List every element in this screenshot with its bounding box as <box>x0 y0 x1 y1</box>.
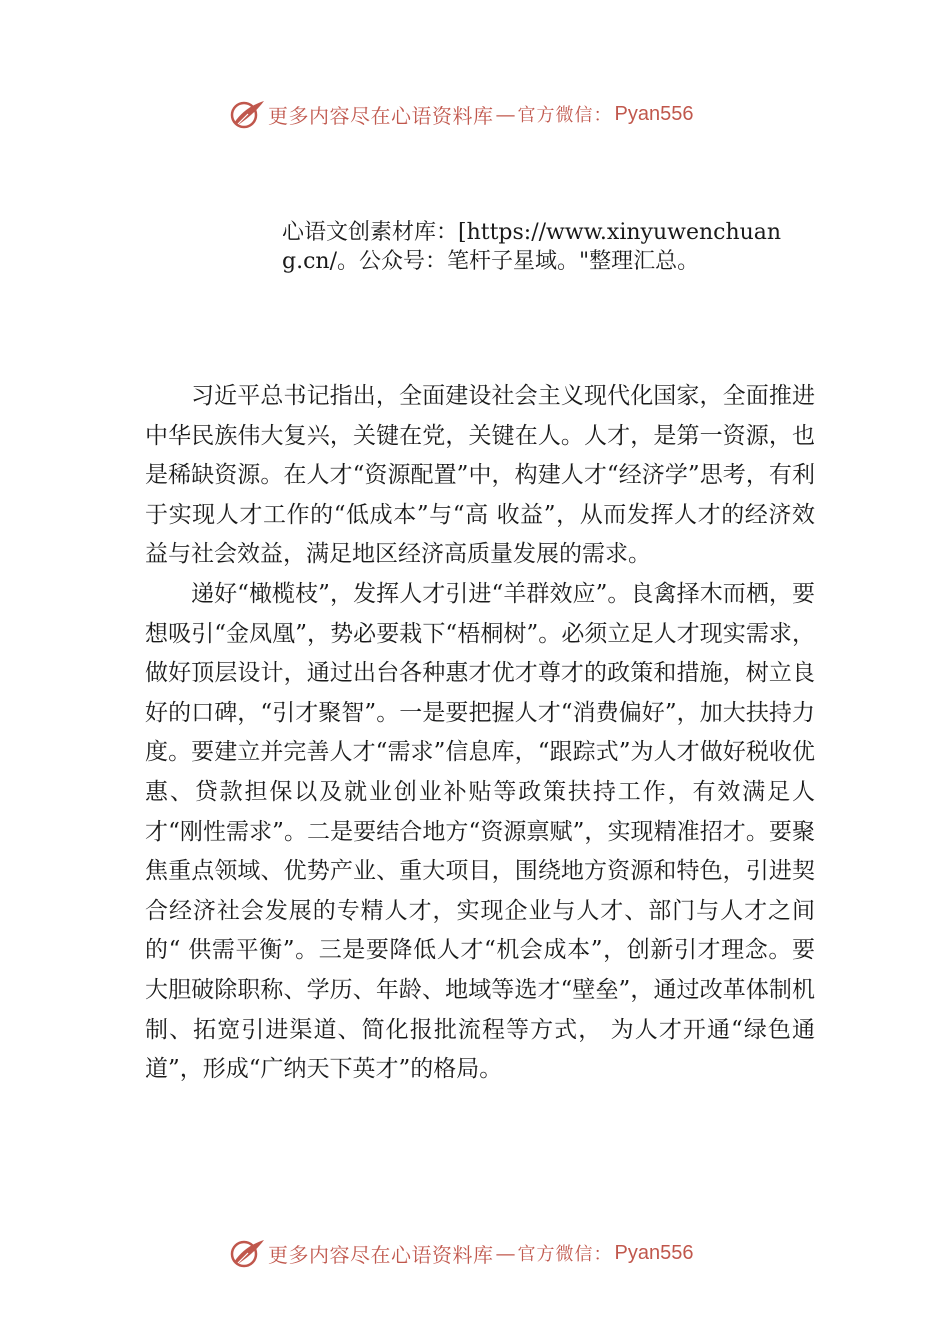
banner-separator: — <box>495 102 516 126</box>
footer-banner <box>228 1235 728 1271</box>
banner-wechat-label: 官方微信： <box>517 1244 613 1265</box>
feather-pen-icon <box>228 97 268 131</box>
article-body <box>145 377 815 1090</box>
banner-text: 更多内容尽在心语资料库 <box>268 1242 494 1267</box>
banner-wechat-id: Pyan556 <box>614 1241 694 1264</box>
header-banner <box>228 96 728 132</box>
banner-separator: — <box>495 1241 516 1265</box>
article-paragraph: 习近平总书记指出，全面建设社会主义现代化国家，全面推进中华民族伟大复兴，关键在党，关键在人。人才，是第一资源，也是稀缺资源。在人才“资源配置”中，构建人才“经济学”思考，有利于实现人才工作的“低成本”与“高 收益”，从而发挥人才的经济效益与社会效益，满足地区经济高质量发展的需求。 <box>145 383 815 568</box>
source-note: 心语文创素材库：[https://www.xinyuwenchuang.cn/。公众号：笔杆子星域。"整理汇总。 <box>282 220 782 274</box>
feather-pen-icon <box>228 1236 268 1270</box>
banner-wechat-id: Pyan556 <box>614 102 694 125</box>
banner-wechat-label: 官方微信： <box>517 105 613 126</box>
article-paragraph: 递好“橄榄枝”，发挥人才引进“羊群效应”。良禽择木而栖，要想吸引“金凤凰”，势必要栽下“梧桐树”。必须立足人才现实需求，做好顶层设计，通过出台各种惠才优才尊才的政策和措施，树立良好的口碑，“引才聚智”。一是要把握人才“消费偏好”，加大扶持力度。要建立并完善人才“需求”信息库，“跟踪式”为人才做好税收优惠、贷款担保以及就业创业补贴等政策扶持工作，有效满足人才“刚性需求”。二是要结合地方“资源禀赋”，实现精准招才。要聚焦重点领域、优势产业、重大项目，围绕地方资源和特色，引进契合经济社会发展的专精人才，实现企业与人才、部门与人才之间的“ 供需平衡”。三是要降低人才“机会成本”，创新引才理念。要大胆破除职称、学历、年龄、地域等选才“壁垒”，通过改革体制机制、拓宽引进渠道、简化报批流程等方式， 为人才开通“绿色通道”，形成“广纳天下英才”的格局。 <box>145 580 815 1083</box>
banner-text: 更多内容尽在心语资料库 <box>268 103 494 128</box>
